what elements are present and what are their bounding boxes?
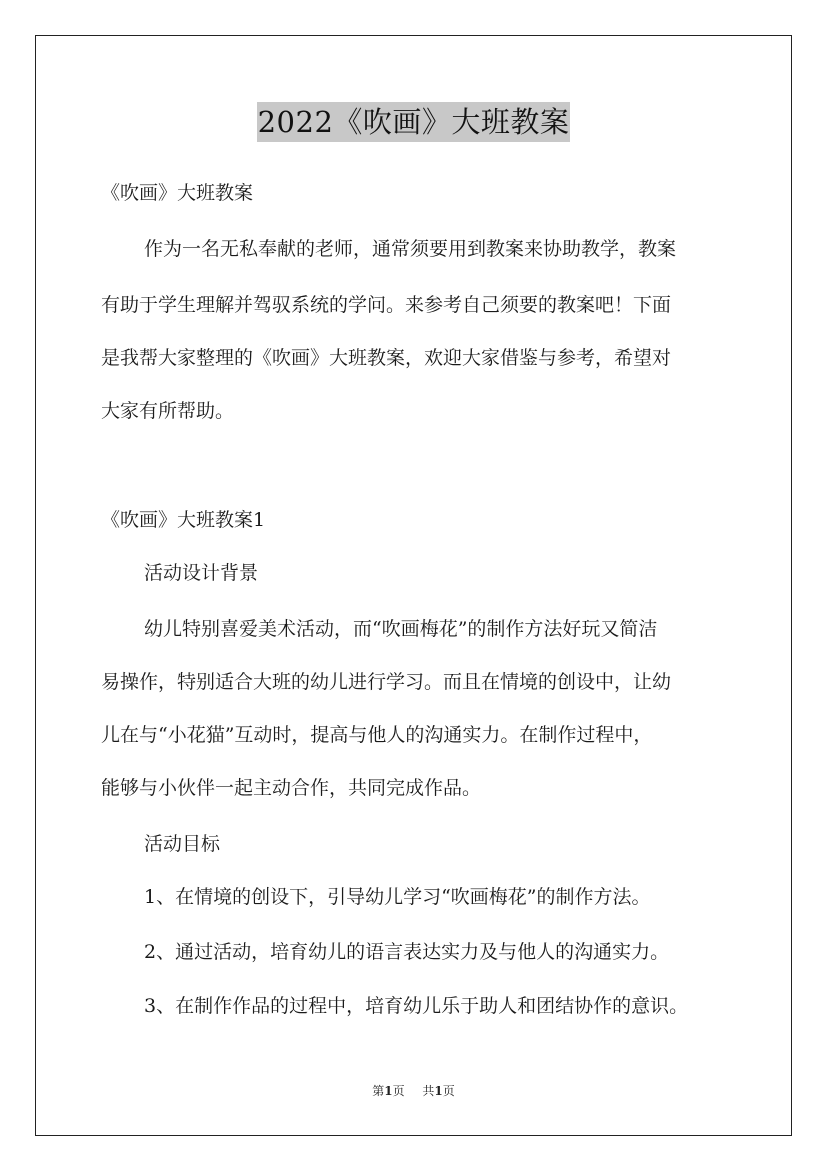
goal-item-1: 1、在情境的创设下，引导幼儿学习“吹画梅花”的制作方法。 <box>144 886 651 908</box>
background-line-2: 易操作，特别适合大班的幼儿进行学习。而且在情境的创设中，让幼 <box>101 671 672 693</box>
background-heading: 活动设计背景 <box>144 562 259 584</box>
document-title: 2022《吹画》大班教案 <box>257 102 571 142</box>
subtitle: 《吹画》大班教案 <box>101 182 254 204</box>
page-footer <box>0 1083 827 1099</box>
footer-total-number: 1 <box>434 1084 443 1098</box>
goal-item-2: 2、通过活动，培育幼儿的语言表达实力及与他人的沟通实力。 <box>144 941 670 963</box>
goals-heading: 活动目标 <box>144 833 221 855</box>
goal-item-3: 3、在制作作品的过程中，培育幼儿乐于助人和团结协作的意识。 <box>144 995 689 1017</box>
intro-line-1: 作为一名无私奉献的老师，通常须要用到教案来协助教学，教案 <box>144 238 677 260</box>
footer-page-suffix: 页 <box>392 1084 405 1098</box>
title-wrap <box>0 102 827 142</box>
footer-total-suffix: 页 <box>442 1084 455 1098</box>
background-line-1: 幼儿特别喜爱美术活动，而“吹画梅花”的制作方法好玩又简洁 <box>144 618 658 640</box>
intro-line-3: 是我帮大家整理的《吹画》大班教案，欢迎大家借鉴与参考，希望对 <box>101 347 672 369</box>
background-line-3: 儿在与“小花猫”互动时，提高与他人的沟通实力。在制作过程中， <box>101 724 653 746</box>
intro-line-4: 大家有所帮助。 <box>101 400 235 422</box>
footer-page-number: 1 <box>384 1084 393 1098</box>
footer-total-prefix: 共 <box>422 1084 435 1098</box>
intro-line-2: 有助于学生理解并驾驭系统的学问。来参考自己须要的教案吧！下面 <box>101 294 672 316</box>
section-heading: 《吹画》大班教案1 <box>101 509 266 531</box>
footer-page-prefix: 第 <box>372 1084 385 1098</box>
background-line-4: 能够与小伙伴一起主动合作，共同完成作品。 <box>101 777 482 799</box>
